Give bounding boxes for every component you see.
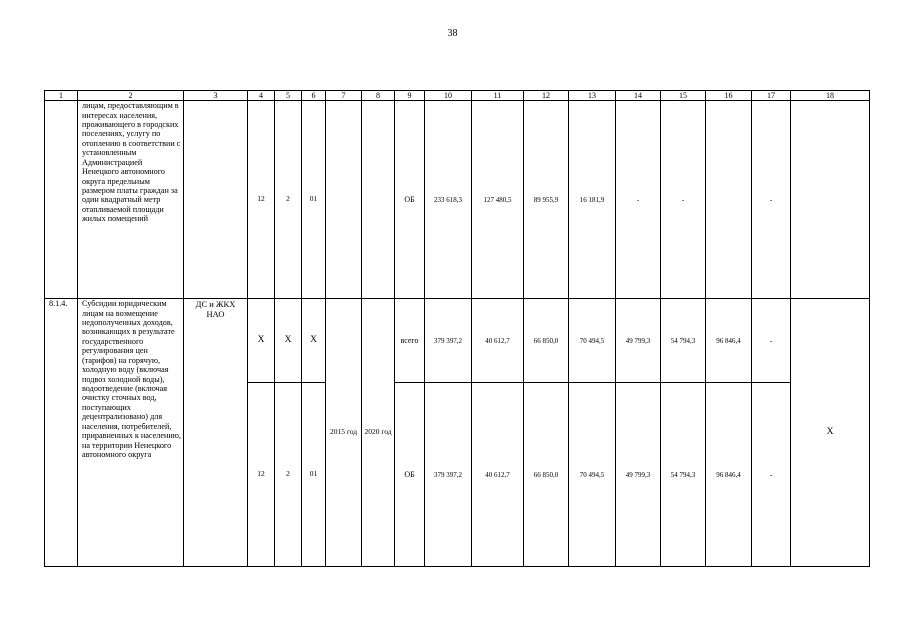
amount-total: 233 618,3: [425, 101, 472, 299]
code-col-5: 2: [275, 383, 302, 567]
header-cell: 16: [706, 91, 752, 101]
amount-col-15: 54 794,3: [661, 383, 706, 567]
header-cell: 10: [425, 91, 472, 101]
amount-col-12: 66 850,0: [524, 299, 569, 383]
table-row: [45, 101, 870, 299]
start-year-cell: [326, 101, 362, 299]
amount-total: 379 397,2: [425, 299, 472, 383]
amount-col-14: 49 799,3: [616, 299, 661, 383]
header-cell: 7: [326, 91, 362, 101]
code-col-4: 12: [248, 383, 275, 567]
item-code: 8.1.4.: [45, 299, 78, 567]
amount-col-11: 40 612,7: [472, 383, 524, 567]
code-col-4: 12: [248, 101, 275, 299]
header-cell: 14: [616, 91, 661, 101]
header-cell: 3: [184, 91, 248, 101]
amount-col-16: 96 846,4: [706, 299, 752, 383]
page-number: 38: [447, 28, 458, 39]
header-cell: 17: [752, 91, 791, 101]
responsible-cell: [184, 101, 248, 299]
header-cell: 9: [395, 91, 425, 101]
amount-col-13: 70 494,5: [569, 383, 616, 567]
code-col-6: 01: [302, 383, 326, 567]
table-row: [45, 299, 870, 383]
amount-total: 379 397,2: [425, 383, 472, 567]
amount-col-14: 49 799,3: [616, 383, 661, 567]
row-code-cell: [45, 101, 78, 299]
start-year: 2015 год: [326, 299, 362, 567]
item-description: Субсидии юридическим лицам на возмещение недополученных доходов, возникающих в результате государственного регулирования цен (тарифов) на горячую, холодную воду (включая подвоз холодной воды), водоотведение (включая очистку сточных вод, поступающих децентрализовано) для населения, потребителей, приравненных к населению, на территории Ненецкого автономного округа: [78, 299, 184, 567]
amount-col-12: 66 850,0: [524, 383, 569, 567]
amount-col-15: 54 794,3: [661, 299, 706, 383]
header-cell: 11: [472, 91, 524, 101]
amount-col-13: 16 181,9: [569, 101, 616, 299]
amount-col-11: 127 480,5: [472, 101, 524, 299]
amount-col-14: -: [616, 101, 661, 299]
end-year: 2020 год: [362, 299, 395, 567]
amount-col-15: -: [661, 101, 706, 299]
header-row: [45, 91, 870, 101]
funding-source: ОБ: [395, 383, 425, 567]
row-description: лицам, предоставляющим в интересах населения, проживающего в городских поселениях, услугу по отоплению в соответствии с установленным Администрацией Ненецкого автономного округа предельным размером платы граждан за один квадратный метр отапливаемой площади жилых помещений: [78, 101, 184, 299]
header-cell: 8: [362, 91, 395, 101]
header-cell: 4: [248, 91, 275, 101]
end-year-cell: [362, 101, 395, 299]
amount-col-17: -: [752, 101, 791, 299]
responsible-executor: ДС и ЖКХ НАО: [184, 299, 248, 567]
amount-col-12: 89 955,9: [524, 101, 569, 299]
funding-source: всего: [395, 299, 425, 383]
header-cell: 12: [524, 91, 569, 101]
header-cell: 5: [275, 91, 302, 101]
header-cell: 2: [78, 91, 184, 101]
amount-col-13: 70 494,5: [569, 299, 616, 383]
amount-col-17: -: [752, 299, 791, 383]
funding-source: ОБ: [395, 101, 425, 299]
program-table: [44, 90, 870, 567]
header-cell: 13: [569, 91, 616, 101]
amount-col-16: [706, 101, 752, 299]
result-cell: [791, 101, 870, 299]
code-col-6: 01: [302, 101, 326, 299]
header-cell: 18: [791, 91, 870, 101]
amount-col-11: 40 612,7: [472, 299, 524, 383]
code-col-5: Х: [275, 299, 302, 383]
code-col-4: Х: [248, 299, 275, 383]
header-cell: 15: [661, 91, 706, 101]
header-cell: 6: [302, 91, 326, 101]
header-cell: 1: [45, 91, 78, 101]
code-col-6: Х: [302, 299, 326, 383]
code-col-5: 2: [275, 101, 302, 299]
amount-col-17: -: [752, 383, 791, 567]
result-cell: Х: [791, 299, 870, 567]
amount-col-16: 96 846,4: [706, 383, 752, 567]
